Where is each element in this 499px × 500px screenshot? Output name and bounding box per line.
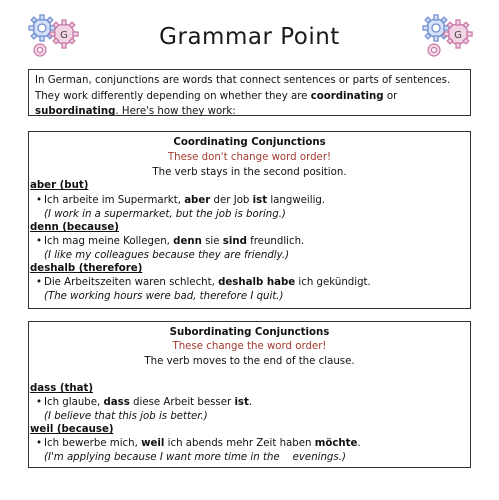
intro-text: In German, conjunctions are words that connect sentences or parts of sentences. They work differently depending on whether they are: [35, 75, 451, 102]
example-sentence: • Ich glaube, dass diese Arbeit besser ist.: [36, 397, 253, 408]
conjunction-heading: weil (because): [30, 424, 114, 435]
example-sentence: • Die Arbeitszeiten waren schlecht, deshalb habe ich gekündigt.: [36, 277, 371, 288]
section-title: Subordinating Conjunctions: [169, 327, 330, 338]
conjunction-heading: deshalb (therefore): [30, 263, 143, 274]
intro-coordinating: coordinating: [310, 90, 384, 102]
example-translation: (I believe that this job is better.): [44, 411, 208, 422]
example-sentence: • Ich arbeite im Supermarkt, aber der Job ist langweilig.: [36, 195, 326, 206]
section-note: These don't change word order!: [167, 152, 332, 163]
coordinating-section: [28, 131, 471, 309]
example-translation: (I work in a supermarket, but the job is boring.): [44, 209, 286, 220]
intro-or: or: [383, 90, 398, 102]
intro-subordinating: subordinating: [35, 106, 116, 117]
intro-box: [28, 69, 471, 116]
subordinating-section: [28, 321, 471, 468]
conjunction-heading: dass (that): [30, 383, 94, 394]
section-rule: The verb moves to the end of the clause.: [144, 356, 355, 367]
section-note: These change the word order!: [172, 341, 327, 352]
conjunction-heading: aber (but): [30, 180, 89, 191]
conjunction-heading: denn (because): [30, 222, 119, 233]
page-title: Grammar Point: [159, 24, 340, 50]
example-translation: (I'm applying because I want more time in the evenings.): [44, 452, 346, 463]
svg-text:G: G: [60, 30, 68, 41]
example-translation: (The working hours were bad, therefore I quit.): [44, 291, 284, 302]
svg-text:G: G: [454, 30, 462, 41]
example-sentence: • Ich bewerbe mich, weil ich abends mehr Zeit haben möchte.: [36, 438, 361, 449]
section-rule: The verb stays in the second position.: [152, 167, 347, 178]
section-title: Coordinating Conjunctions: [173, 137, 326, 148]
intro-end: . Here's how they work:: [115, 106, 236, 117]
example-translation: (I like my colleagues because they are friendly.): [44, 250, 290, 261]
example-sentence: • Ich mag meine Kollegen, denn sie sind freundlich.: [36, 236, 305, 247]
